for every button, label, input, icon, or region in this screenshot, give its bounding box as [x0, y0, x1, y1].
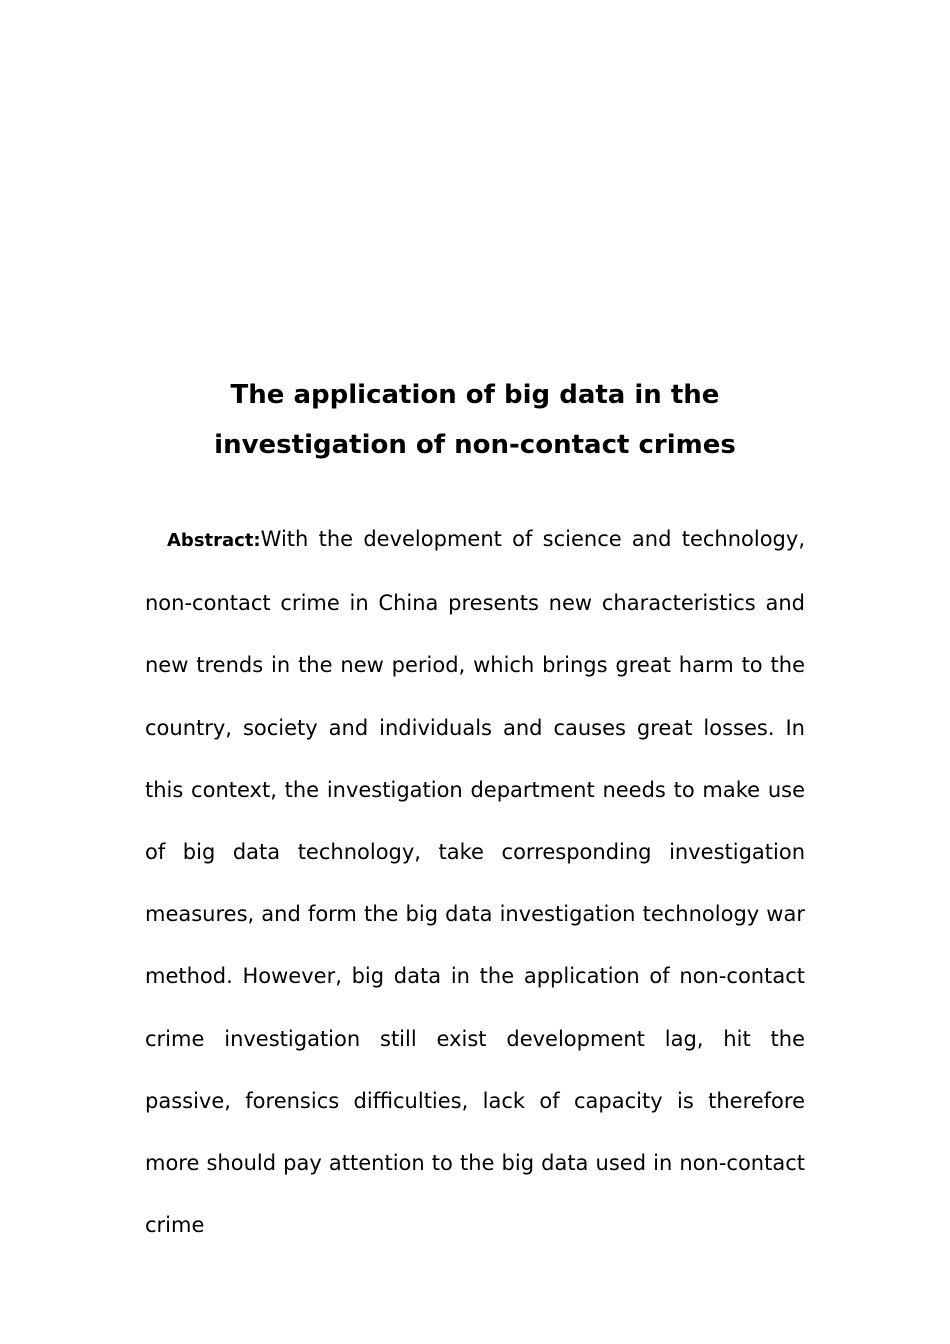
abstract-label: Abstract: — [167, 530, 261, 551]
abstract-text: With the development of science and technology, non-contact crime in China presents new characteristics and new trends in the new period, which brings great harm to the country, society and individuals and causes great losses. In this context, the investigation department needs to make use of big data technology, take corresponding investigation measures, and form the big data investigation technology war method. However, big data in the application of non-contact crime investigation still exist development lag, hit the passive, forensics difficulties, lack of capacity is therefore more should pay attention to the big data used in non-contact crime — [145, 527, 805, 1238]
document-title — [145, 370, 805, 470]
title-line-1: The application of big data in the — [230, 380, 720, 410]
title-line-2: investigation of non-contact crimes — [214, 430, 736, 460]
abstract-paragraph — [145, 508, 805, 1256]
